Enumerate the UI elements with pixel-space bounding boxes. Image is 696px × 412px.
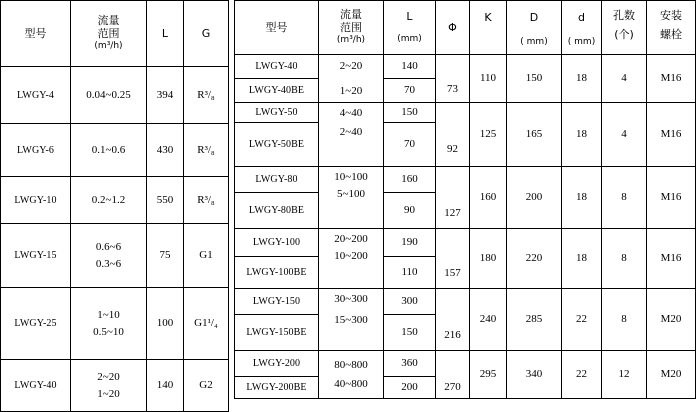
header-flow-range: 流量 范围 (m³/h): [319, 1, 384, 55]
model-cell: LWGY-150: [235, 289, 319, 315]
header-phi: Φ: [436, 1, 470, 55]
length-cell: 150: [384, 315, 436, 351]
header-flow-range: 流量 范围 (m³/h): [71, 1, 147, 67]
header-mounting-bolt: 安装 螺栓: [647, 1, 696, 55]
flow-cell: 0.04~0.25: [71, 67, 147, 124]
model-cell: LWGY-150BE: [235, 315, 319, 351]
length-cell: 100: [147, 288, 184, 360]
bolt-cell: M16: [647, 55, 696, 103]
thread-cell: R³/₈: [184, 67, 229, 124]
bolt-cell: M16: [647, 167, 696, 229]
header-k: K: [470, 1, 507, 55]
model-cell: LWGY-25: [1, 288, 71, 360]
flow-cell: 30~300 15~300: [319, 289, 384, 351]
k-cell: 160: [470, 167, 507, 229]
bolt-cell: M16: [647, 103, 696, 167]
model-cell: LWGY-200: [235, 351, 319, 377]
hole-diameter-cell: 22: [562, 351, 602, 399]
table-row: [235, 55, 696, 79]
phi-cell: 73: [436, 55, 470, 103]
phi-cell: 127: [436, 167, 470, 229]
flow-cell: 0.6~6 0.3~6: [71, 224, 147, 288]
model-cell: LWGY-4: [1, 67, 71, 124]
header-length: L (mm): [384, 1, 436, 55]
model-cell: LWGY-40: [235, 55, 319, 79]
length-cell: 550: [147, 177, 184, 224]
table-row: [235, 289, 696, 315]
flow-cell: 4~40 2~40: [319, 103, 384, 167]
length-cell: 90: [384, 193, 436, 229]
k-cell: 180: [470, 229, 507, 289]
hole-count-cell: 8: [602, 229, 647, 289]
table-row: [1, 288, 229, 360]
outer-diameter-cell: 150: [507, 55, 562, 103]
header-length: L: [147, 1, 184, 67]
length-cell: 140: [147, 360, 184, 412]
model-cell: LWGY-10: [1, 177, 71, 224]
model-cell: LWGY-6: [1, 124, 71, 177]
outer-diameter-cell: 220: [507, 229, 562, 289]
k-cell: 125: [470, 103, 507, 167]
outer-diameter-cell: 285: [507, 289, 562, 351]
header-model: 型号: [1, 1, 71, 67]
hole-count-cell: 8: [602, 167, 647, 229]
model-cell: LWGY-100BE: [235, 257, 319, 289]
model-cell: LWGY-100: [235, 229, 319, 257]
length-cell: 300: [384, 289, 436, 315]
bolt-cell: M20: [647, 289, 696, 351]
model-cell: LWGY-50BE: [235, 123, 319, 167]
header-model: 型号: [235, 1, 319, 55]
length-cell: 200: [384, 377, 436, 399]
model-cell: LWGY-80: [235, 167, 319, 193]
flow-cell: 0.2~1.2: [71, 177, 147, 224]
flow-cell: 2~20 1~20: [319, 55, 384, 103]
model-cell: LWGY-40: [1, 360, 71, 412]
thread-cell: G1: [184, 224, 229, 288]
hole-diameter-cell: 18: [562, 167, 602, 229]
flow-cell: 10~100 5~100: [319, 167, 384, 229]
phi-cell: 92: [436, 103, 470, 167]
table-row: [235, 229, 696, 257]
length-cell: 430: [147, 124, 184, 177]
model-cell: LWGY-200BE: [235, 377, 319, 399]
hole-count-cell: 4: [602, 103, 647, 167]
bolt-cell: M16: [647, 229, 696, 289]
thread-cell: G1¹/₄: [184, 288, 229, 360]
model-cell: LWGY-80BE: [235, 193, 319, 229]
table-row: [1, 124, 229, 177]
length-cell: 190: [384, 229, 436, 257]
length-cell: 110: [384, 257, 436, 289]
flow-cell: 0.1~0.6: [71, 124, 147, 177]
hole-count-cell: 8: [602, 289, 647, 351]
table-row: [235, 167, 696, 193]
phi-cell: 157: [436, 229, 470, 289]
hole-diameter-cell: 18: [562, 229, 602, 289]
flow-cell: 2~20 1~20: [71, 360, 147, 412]
k-cell: 295: [470, 351, 507, 399]
hole-diameter-cell: 18: [562, 55, 602, 103]
outer-diameter-cell: 200: [507, 167, 562, 229]
header-thread: G: [184, 1, 229, 67]
length-cell: 140: [384, 55, 436, 79]
length-cell: 75: [147, 224, 184, 288]
outer-diameter-cell: 340: [507, 351, 562, 399]
header-outer-diameter: D ( mm): [507, 1, 562, 55]
length-cell: 70: [384, 79, 436, 103]
table-header-row: [235, 1, 696, 55]
thread-cell: R³/₈: [184, 124, 229, 177]
k-cell: 240: [470, 289, 507, 351]
flanged-spec-table: [234, 0, 696, 399]
hole-count-cell: 12: [602, 351, 647, 399]
phi-cell: 216: [436, 289, 470, 351]
length-cell: 360: [384, 351, 436, 377]
hole-count-cell: 4: [602, 55, 647, 103]
model-cell: LWGY-40BE: [235, 79, 319, 103]
hole-diameter-cell: 18: [562, 103, 602, 167]
threaded-spec-table: [0, 0, 229, 412]
length-cell: 150: [384, 103, 436, 123]
length-cell: 70: [384, 123, 436, 167]
table-row: [235, 351, 696, 377]
flow-cell: 1~10 0.5~10: [71, 288, 147, 360]
outer-diameter-cell: 165: [507, 103, 562, 167]
flow-cell: 80~800 40~800: [319, 351, 384, 399]
hole-diameter-cell: 22: [562, 289, 602, 351]
header-hole-count: 孔数 (个): [602, 1, 647, 55]
k-cell: 110: [470, 55, 507, 103]
model-cell: LWGY-50: [235, 103, 319, 123]
thread-cell: R³/₈: [184, 177, 229, 224]
table-row: [1, 224, 229, 288]
flow-cell: 20~200 10~200: [319, 229, 384, 289]
phi-cell: 270: [436, 351, 470, 399]
table-row: [235, 103, 696, 123]
bolt-cell: M20: [647, 351, 696, 399]
model-cell: LWGY-15: [1, 224, 71, 288]
thread-cell: G2: [184, 360, 229, 412]
length-cell: 160: [384, 167, 436, 193]
table-row: [1, 360, 229, 412]
table-row: [1, 67, 229, 124]
table-row: [1, 177, 229, 224]
length-cell: 394: [147, 67, 184, 124]
table-header-row: [1, 1, 229, 67]
header-hole-diameter: d ( mm): [562, 1, 602, 55]
